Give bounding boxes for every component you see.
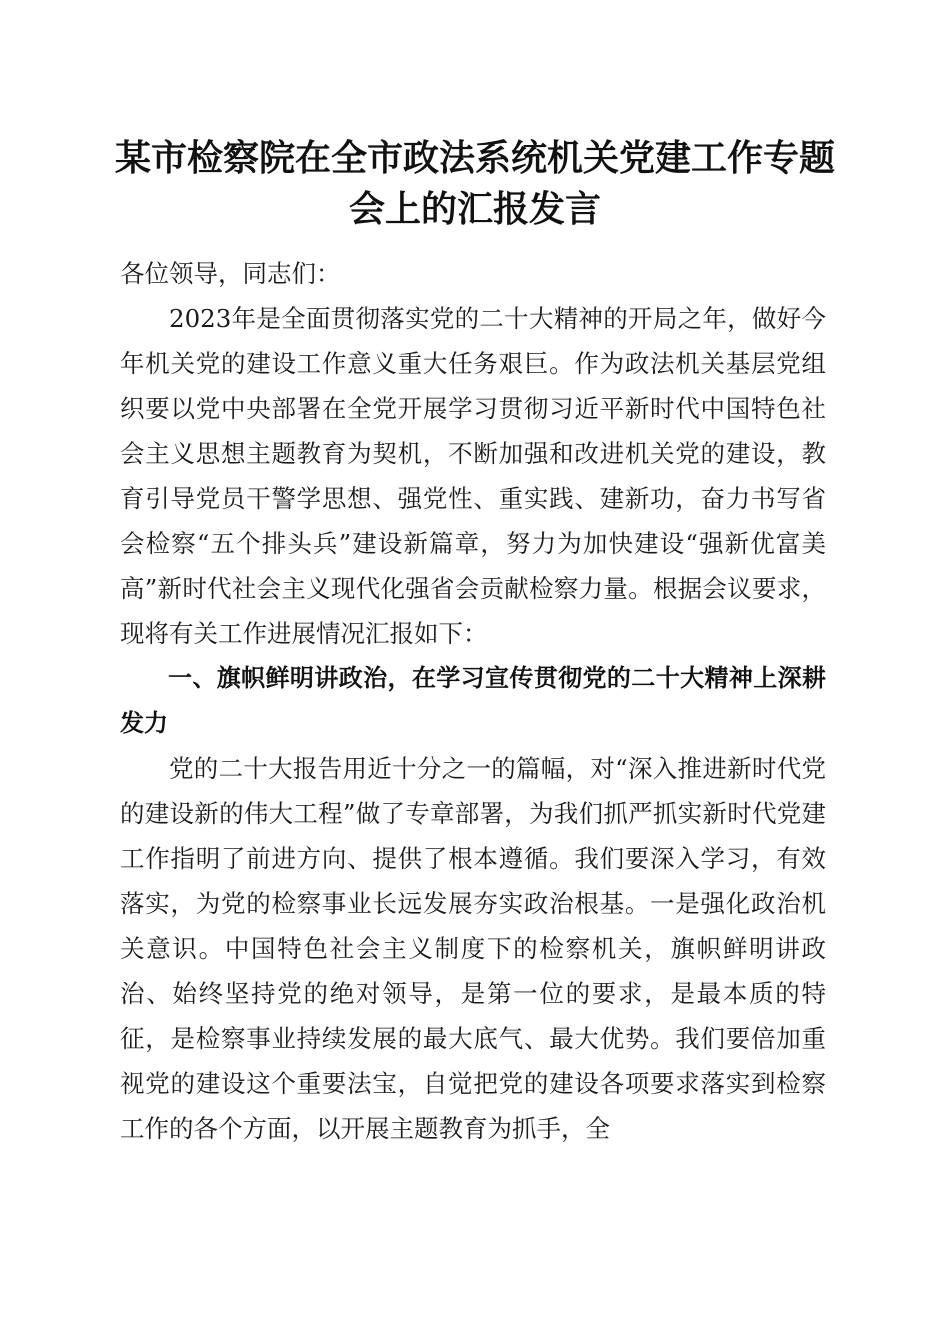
intro-paragraph: 2023年是全面贯彻落实党的二十大精神的开局之年，做好今年机关党的建设工作意义重大任务艰巨。作为政法机关基层党组织要以党中央部署在全党开展学习贯彻习近平新时代中国特色社会主义思想主题教育为契机，不断加强和改进机关党的建设，教育引导党员干警学思想、强党性、重实践、建新功，奋力书写省会检察“五个排头兵”建设新篇章，努力为加快建设“强新优富美高”新时代社会主义现代化强省会贡献检察力量。根据会议要求，现将有关工作进展情况汇报如下： — [120, 304, 826, 648]
title-line-2: 会上的汇报发言 — [348, 188, 601, 230]
salutation: 各位领导，同志们： — [120, 259, 341, 288]
document-title — [100, 133, 850, 235]
title-line-1: 某市检察院在全市政法系统机关党建工作专题 — [114, 137, 835, 179]
section-heading: 一、旗帜鲜明讲政治，在学习宣传贯彻党的二十大精神上深耕发力 — [120, 664, 826, 737]
document-body — [120, 251, 826, 1151]
section-paragraph: 党的二十大报告用近十分之一的篇幅，对“深入推进新时代党的建设新的伟大工程”做了专章部署，为我们抓严抓实新时代党建工作指明了前进方向、提供了根本遵循。我们要深入学习，有效落实，为党的检察事业长远发展夯实政治根基。一是强化政治机关意识。中国特色社会主义制度下的检察机关，旗帜鲜明讲政治、始终坚持党的绝对领导，是第一位的要求，是最本质的特征，是检察事业持续发展的最大底气、最大优势。我们要倍加重视党的建设这个重要法宝，自觉把党的建设各项要求落实到检察工作的各个方面，以开展主题教育为抓手，全 — [120, 754, 826, 1143]
